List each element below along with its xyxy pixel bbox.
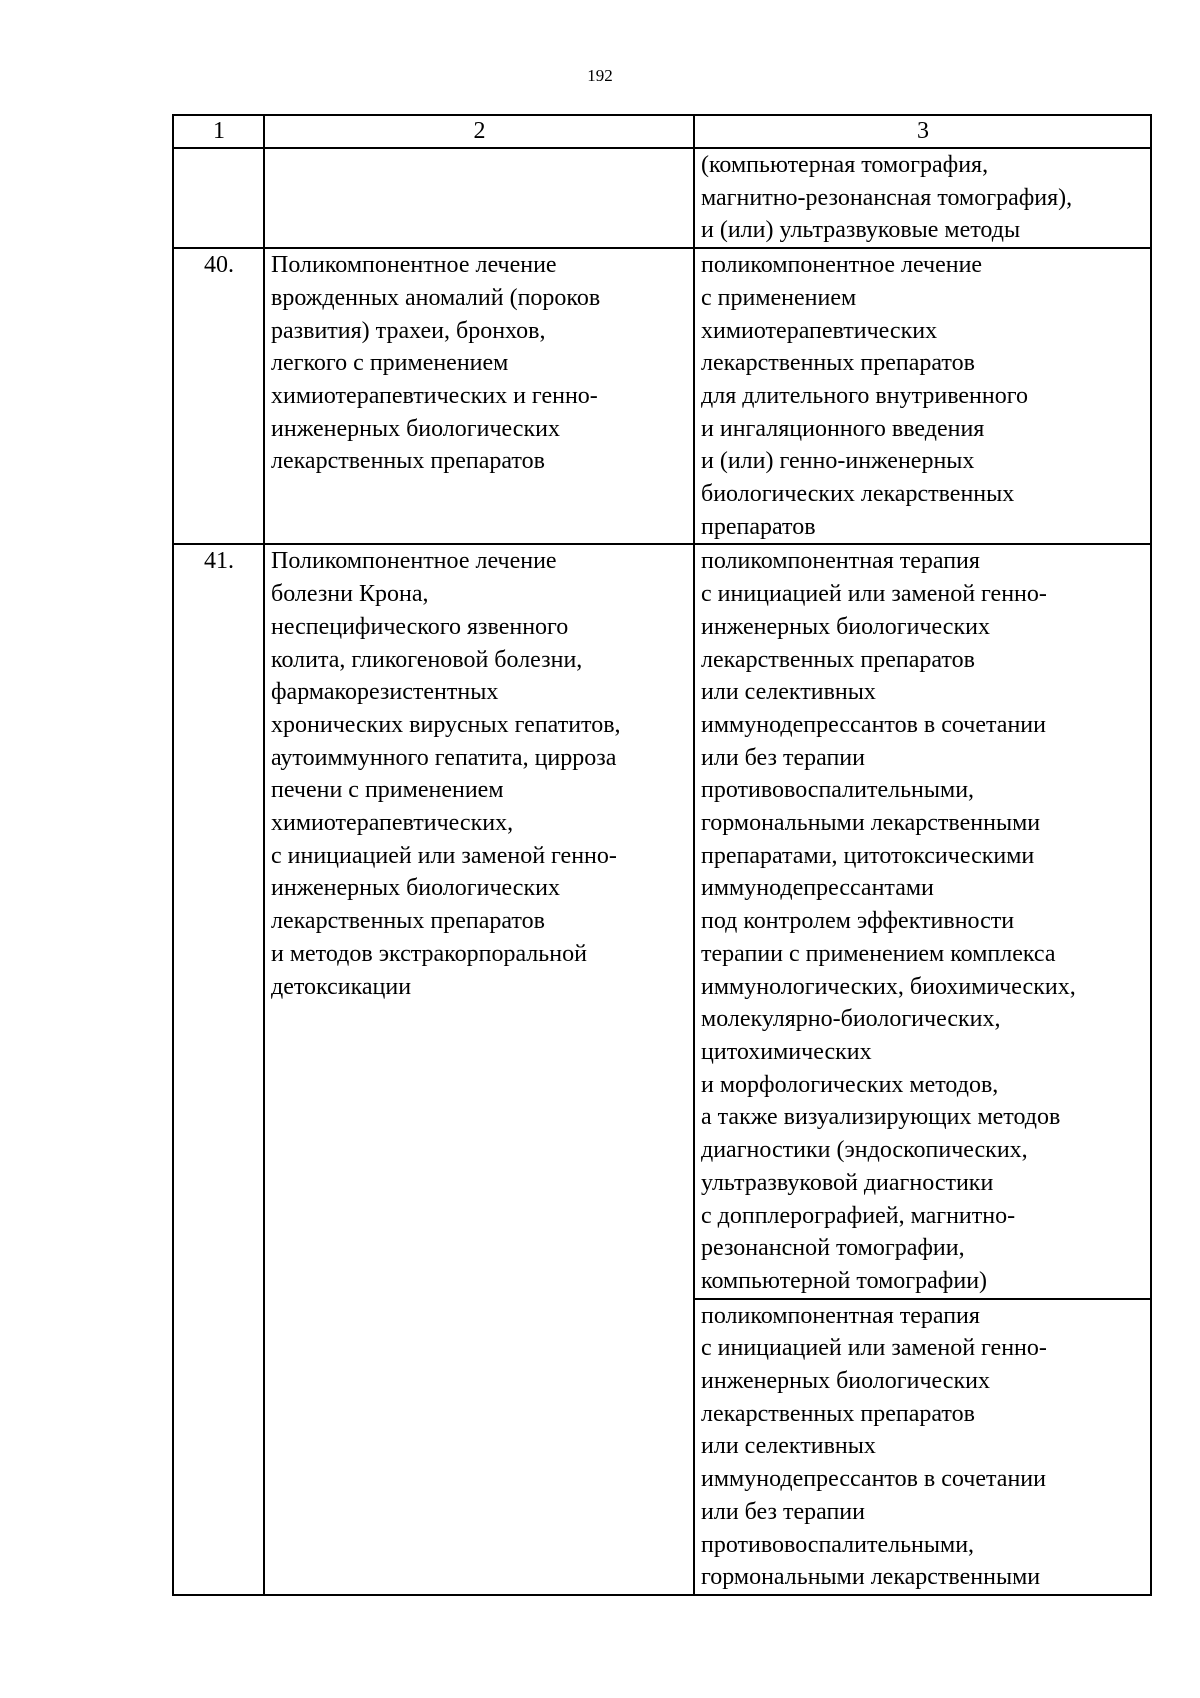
text-line: инженерных биологических xyxy=(701,1368,990,1395)
text-line: или без терапии xyxy=(701,1498,865,1525)
column-header-3: 3 xyxy=(694,115,1151,148)
text-line: колита, гликогеновой болезни, xyxy=(271,646,583,673)
text-line: иммунологических, биохимических, xyxy=(701,973,1076,1000)
text-line: Поликомпонентное лечение xyxy=(271,252,557,279)
text-line: гормональными лекарственными xyxy=(701,1564,1041,1591)
continuation-number-cell xyxy=(173,148,264,248)
text-line: поликомпонентная терапия xyxy=(701,1302,980,1329)
text-line: (компьютерная томография, xyxy=(701,152,989,178)
row-41-number: 41. xyxy=(173,544,264,1595)
text-line: или селективных xyxy=(701,1433,876,1460)
text-line: биологических лекарственных xyxy=(701,481,1015,508)
text-line: с применением xyxy=(701,284,857,311)
column-header-1: 1 xyxy=(173,115,264,148)
text-line: под контролем эффективности xyxy=(701,908,1015,935)
text-line: лекарственных препаратов xyxy=(701,646,975,673)
text-line: лекарственных препаратов xyxy=(271,448,545,475)
text-line: и (или) ультразвуковые методы xyxy=(701,217,1021,244)
text-line: противовоспалительными, xyxy=(701,1531,975,1558)
text-line: или без терапии xyxy=(701,744,865,771)
text-line: цитохимических xyxy=(701,1038,872,1065)
text-line: лекарственных препаратов xyxy=(701,350,975,377)
text-line: для длительного внутривенного xyxy=(701,382,1028,409)
text-line: химиотерапевтических xyxy=(701,317,938,344)
row-41-method-part-2 xyxy=(694,1299,1151,1595)
text-line: химиотерапевтических, xyxy=(271,810,514,837)
text-line: поликомпонентная терапия xyxy=(701,548,980,575)
text-line: детоксикации xyxy=(271,973,412,1000)
text-line: и методов экстракорпоральной xyxy=(271,940,587,967)
text-line: и (или) генно-инженерных xyxy=(701,448,975,475)
text-line: поликомпонентное лечение xyxy=(701,252,983,279)
text-line: или селективных xyxy=(701,679,876,706)
text-line: развития) трахеи, бронхов, xyxy=(271,317,546,344)
text-line: с инициацией или заменой генно- xyxy=(701,1335,1047,1362)
text-line: лекарственных препаратов xyxy=(271,908,545,935)
text-line: и ингаляционного введения xyxy=(701,415,985,442)
table-row-continuation xyxy=(173,148,1151,248)
text-line: фармакорезистентных xyxy=(271,679,499,706)
text-line: с допплерографией, магнитно- xyxy=(701,1202,1016,1229)
text-line: терапии с применением комплекса xyxy=(701,940,1056,967)
text-line: инженерных биологических xyxy=(271,875,560,902)
column-header-2: 2 xyxy=(264,115,694,148)
text-line: инженерных биологических xyxy=(701,613,990,640)
text-line: иммунодепрессантов в сочетании xyxy=(701,1466,1046,1493)
row-40-method xyxy=(694,248,1151,544)
text-line: диагностики (эндоскопических, xyxy=(701,1137,1028,1164)
text-line: с инициацией или заменой генно- xyxy=(701,581,1047,608)
document-table xyxy=(172,114,1152,1596)
text-line: и морфологических методов, xyxy=(701,1071,999,1098)
text-line: препаратов xyxy=(701,513,816,540)
text-line: молекулярно-биологических, xyxy=(701,1006,1001,1033)
continuation-method-cell xyxy=(694,148,1151,248)
text-line: печени с применением xyxy=(271,777,504,804)
table-row-40 xyxy=(173,248,1151,544)
text-line: иммунодепрессантов в сочетании xyxy=(701,711,1046,738)
text-line: врожденных аномалий (пороков xyxy=(271,284,601,311)
text-line: противовоспалительными, xyxy=(701,777,975,804)
text-line: гормональными лекарственными xyxy=(701,810,1041,837)
continuation-name-cell xyxy=(264,148,694,248)
table-header-row xyxy=(173,115,1151,148)
row-41-treatment-name xyxy=(264,544,694,1595)
text-line: лекарственных препаратов xyxy=(701,1400,975,1427)
text-line: с инициацией или заменой генно- xyxy=(271,842,617,869)
text-line: магнитно-резонансная томография), xyxy=(701,184,1073,211)
text-line: инженерных биологических xyxy=(271,415,560,442)
text-line: резонансной томографии, xyxy=(701,1235,965,1262)
text-line: хронических вирусных гепатитов, xyxy=(271,711,621,738)
text-line: неспецифического язвенного xyxy=(271,613,569,640)
table-row-41a xyxy=(173,544,1151,1298)
text-line: болезни Крона, xyxy=(271,581,429,608)
text-line: Поликомпонентное лечение xyxy=(271,548,557,575)
row-40-treatment-name xyxy=(264,248,694,544)
text-line: ультразвуковой диагностики xyxy=(701,1169,994,1196)
text-line: препаратами, цитотоксическими xyxy=(701,842,1035,869)
text-line: химиотерапевтических и генно- xyxy=(271,382,598,409)
page-number: 192 xyxy=(587,66,613,85)
row-41-method-part-1 xyxy=(694,544,1151,1298)
row-40-number: 40. xyxy=(173,248,264,544)
text-line: аутоиммунного гепатита, цирроза xyxy=(271,744,617,771)
text-line: а также визуализирующих методов xyxy=(701,1104,1061,1131)
text-line: компьютерной томографии) xyxy=(701,1267,988,1294)
text-line: иммунодепрессантами xyxy=(701,875,934,902)
text-line: легкого с применением xyxy=(271,350,509,377)
